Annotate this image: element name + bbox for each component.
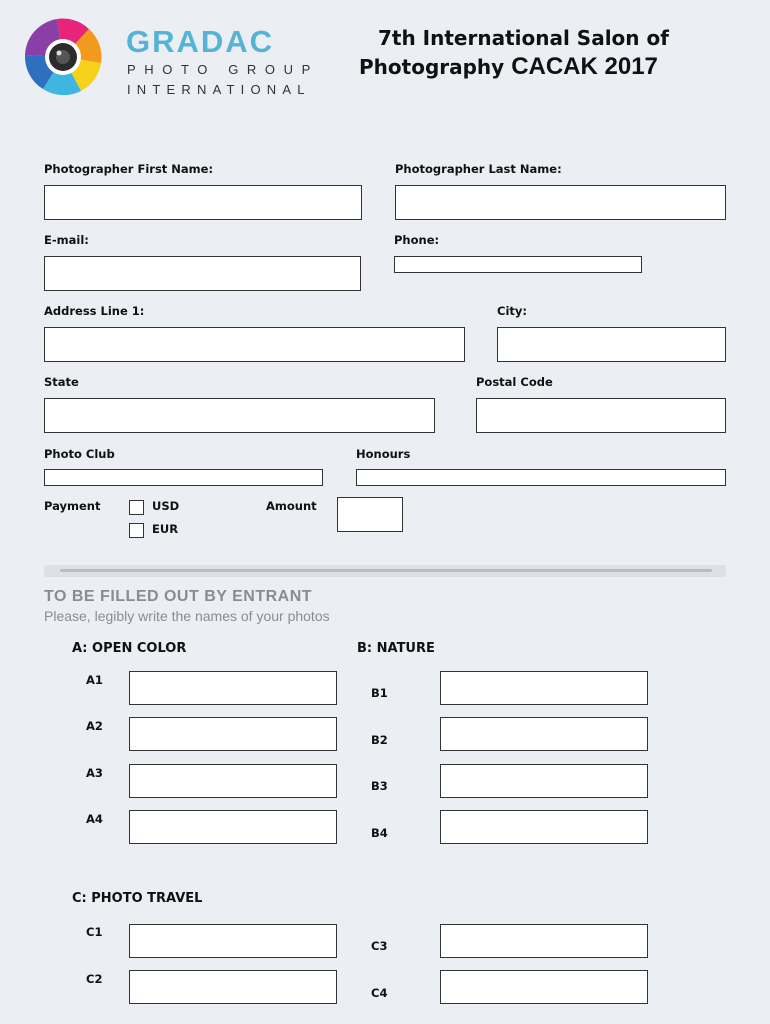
state-input[interactable]: [44, 398, 435, 433]
c1-label: C1: [86, 925, 103, 939]
c1-input[interactable]: [129, 924, 337, 958]
amount-input[interactable]: [337, 497, 403, 532]
c3-label: C3: [371, 939, 388, 953]
postal-code-label: Postal Code: [476, 375, 553, 389]
entrant-section-subtitle: Please, legibly write the names of your photos: [44, 608, 330, 624]
first-name-input[interactable]: [44, 185, 362, 220]
brand-name: GRADAC: [126, 24, 275, 59]
b1-label: B1: [371, 686, 388, 700]
city-input[interactable]: [497, 327, 726, 362]
category-a-title: A: OPEN COLOR: [72, 641, 187, 656]
a3-label: A3: [86, 766, 103, 780]
a1-input[interactable]: [129, 671, 337, 705]
c2-input[interactable]: [129, 970, 337, 1004]
postal-code-input[interactable]: [476, 398, 726, 433]
phone-input[interactable]: [394, 256, 642, 273]
brand-subtitle-2: INTERNATIONAL: [127, 82, 311, 97]
b3-label: B3: [371, 779, 388, 793]
brand-subtitle: PHOTO GROUP: [127, 62, 319, 77]
c4-input[interactable]: [440, 970, 648, 1004]
a2-input[interactable]: [129, 717, 337, 751]
a3-input[interactable]: [129, 764, 337, 798]
payment-label: Payment: [44, 499, 101, 513]
gradac-logo-icon: [22, 16, 104, 98]
salon-title-prefix: Photography: [359, 55, 505, 79]
usd-label: USD: [152, 499, 180, 513]
b4-input[interactable]: [440, 810, 648, 844]
photo-club-input[interactable]: [44, 469, 323, 486]
category-b-title: B: NATURE: [357, 641, 435, 656]
b3-input[interactable]: [440, 764, 648, 798]
c3-input[interactable]: [440, 924, 648, 958]
honours-input[interactable]: [356, 469, 726, 486]
last-name-label: Photographer Last Name:: [395, 162, 562, 176]
entrant-section-title: TO BE FILLED OUT BY ENTRANT: [44, 588, 313, 605]
eur-label: EUR: [152, 522, 179, 536]
b2-label: B2: [371, 733, 388, 747]
email-input[interactable]: [44, 256, 361, 291]
salon-title-line-1: 7th International Salon of: [378, 26, 669, 50]
salon-title-line-2: [359, 53, 658, 81]
b2-input[interactable]: [440, 717, 648, 751]
last-name-input[interactable]: [395, 185, 726, 220]
a4-label: A4: [86, 812, 103, 826]
section-divider-line: [60, 569, 712, 572]
address-label: Address Line 1:: [44, 304, 145, 318]
category-c-title: C: PHOTO TRAVEL: [72, 891, 203, 906]
salon-title-event: CACAK 2017: [511, 53, 658, 80]
a4-input[interactable]: [129, 810, 337, 844]
city-label: City:: [497, 304, 527, 318]
state-label: State: [44, 375, 79, 389]
honours-label: Honours: [356, 447, 411, 461]
eur-checkbox[interactable]: [129, 523, 144, 538]
amount-label: Amount: [266, 499, 317, 513]
first-name-label: Photographer First Name:: [44, 162, 214, 176]
b4-label: B4: [371, 826, 388, 840]
usd-checkbox[interactable]: [129, 500, 144, 515]
c4-label: C4: [371, 986, 388, 1000]
phone-label: Phone:: [394, 233, 440, 247]
a1-label: A1: [86, 673, 103, 687]
c2-label: C2: [86, 972, 103, 986]
photo-club-label: Photo Club: [44, 447, 115, 461]
a2-label: A2: [86, 719, 103, 733]
email-label: E-mail:: [44, 233, 89, 247]
address-input[interactable]: [44, 327, 465, 362]
b1-input[interactable]: [440, 671, 648, 705]
